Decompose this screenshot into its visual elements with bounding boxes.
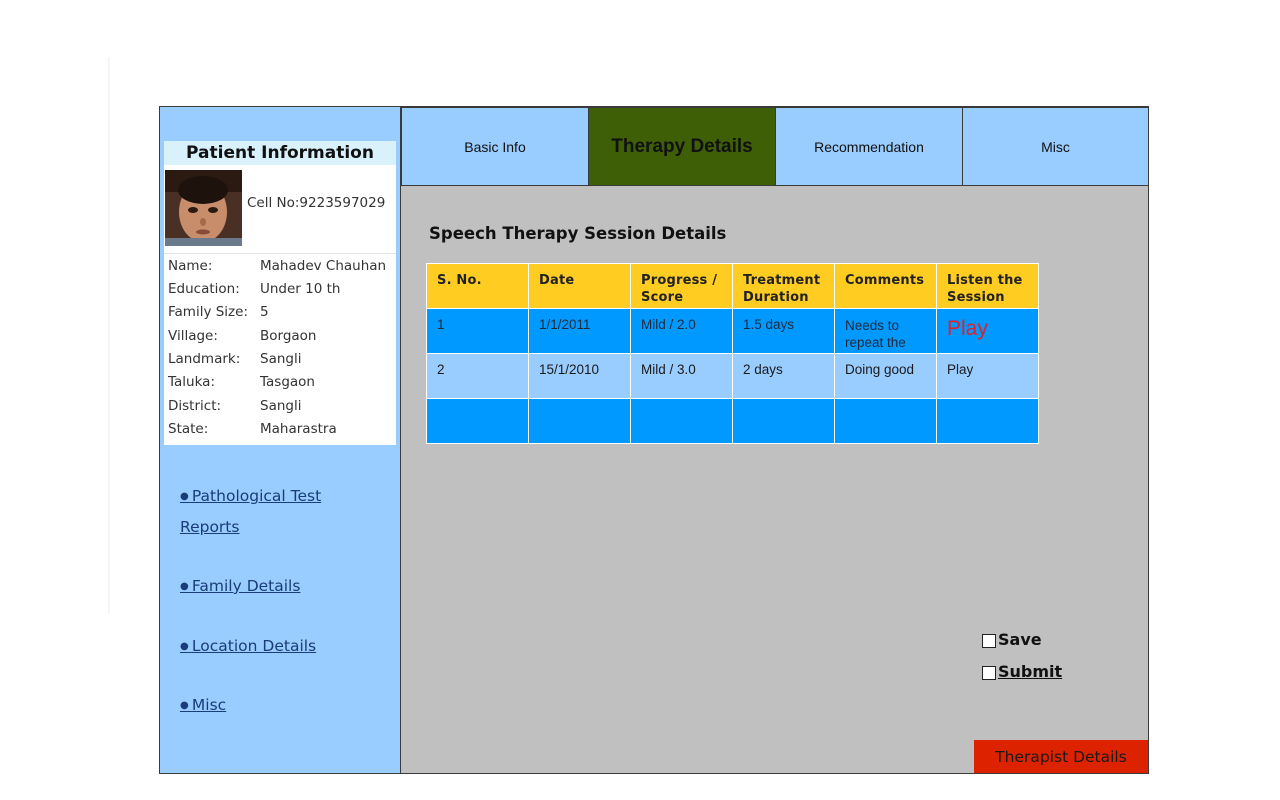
patient-field-family-size — [168, 301, 396, 323]
bullet-icon: ● — [180, 641, 192, 652]
cell-duration: 1.5 days — [733, 309, 835, 354]
field-label: State: — [168, 421, 209, 437]
table-row-empty — [427, 399, 1039, 444]
save-label: Save — [998, 630, 1042, 649]
field-value: Sangli — [260, 398, 302, 414]
column-header-listen: Listen the Session — [937, 264, 1039, 309]
cell-listen — [937, 354, 1039, 399]
cell-comments: Doing good — [835, 354, 937, 399]
field-value: Tasgaon — [260, 374, 315, 390]
app-window — [159, 106, 1149, 774]
field-value: Borgaon — [260, 328, 317, 344]
bullet-icon: ● — [180, 700, 192, 711]
tab-recommendation[interactable]: Recommendation — [775, 107, 963, 186]
therapist-details-button[interactable]: Therapist Details — [974, 740, 1148, 773]
cell-listen — [937, 309, 1039, 354]
cell-date: 15/1/2010 — [529, 354, 631, 399]
cell-progress: Mild / 2.0 — [631, 309, 733, 354]
field-label: Family Size: — [168, 304, 248, 320]
field-label: Village: — [168, 328, 218, 344]
sidebar-link-label: Pathological Test Reports — [180, 487, 322, 536]
tab-therapy-details[interactable]: Therapy Details — [588, 107, 776, 186]
patient-field-landmark — [168, 348, 396, 370]
cell-progress — [631, 399, 733, 444]
field-label: District: — [168, 398, 222, 414]
cell-date: 1/1/2011 — [529, 309, 631, 354]
patient-card-title: Patient Information — [164, 141, 396, 165]
play-link[interactable]: Play — [947, 362, 974, 377]
cell-date — [529, 399, 631, 444]
section-title: Speech Therapy Session Details — [429, 224, 727, 243]
save-checkbox[interactable] — [982, 634, 996, 648]
column-header-sno: S. No. — [427, 264, 529, 309]
patient-field-district — [168, 395, 396, 417]
sidebar-link-label: Location Details — [191, 637, 317, 655]
sidebar-link-pathological-test-reports[interactable] — [180, 481, 380, 542]
sidebar-link-misc[interactable] — [180, 690, 380, 721]
patient-field-village — [168, 325, 396, 347]
patient-card — [164, 141, 396, 445]
field-label: Education: — [168, 281, 240, 297]
field-value: Maharastra — [260, 421, 337, 437]
divider — [164, 253, 396, 254]
cell-duration — [733, 399, 835, 444]
sidebar-link-location-details[interactable] — [180, 631, 380, 662]
table-header-row — [427, 264, 1039, 309]
patient-photo — [165, 170, 242, 246]
tab-misc[interactable]: Misc — [962, 107, 1149, 186]
patient-field-state — [168, 418, 396, 440]
cell-sno — [427, 399, 529, 444]
field-value: Mahadev Chauhan — [260, 258, 387, 274]
cell-duration: 2 days — [733, 354, 835, 399]
cell-sno: 2 — [427, 354, 529, 399]
patient-field-education — [168, 278, 396, 300]
cell-comments — [835, 309, 937, 354]
save-checkbox-row[interactable] — [982, 630, 1042, 649]
patient-cell-number: Cell No:9223597029 — [247, 195, 386, 211]
bullet-icon: ● — [180, 491, 192, 502]
sidebar — [160, 107, 401, 773]
cell-sno: 1 — [427, 309, 529, 354]
table-row — [427, 354, 1039, 399]
column-header-progress: Progress / Score — [631, 264, 733, 309]
submit-label: Submit — [998, 662, 1063, 681]
field-value: 5 — [260, 304, 269, 320]
sidebar-link-label: Misc — [191, 696, 227, 714]
column-header-duration: Treatment Duration — [733, 264, 835, 309]
column-header-comments: Comments — [835, 264, 937, 309]
cell-listen — [937, 399, 1039, 444]
field-label: Taluka: — [168, 374, 215, 390]
play-link[interactable]: Play — [947, 317, 988, 340]
patient-field-name — [168, 255, 396, 277]
tab-basic-info[interactable]: Basic Info — [401, 107, 589, 186]
background-divider — [108, 57, 110, 613]
bullet-icon: ● — [180, 581, 192, 592]
cell-comments — [835, 399, 937, 444]
submit-checkbox[interactable] — [982, 666, 996, 680]
cell-progress: Mild / 3.0 — [631, 354, 733, 399]
submit-checkbox-row[interactable] — [982, 662, 1062, 681]
sidebar-link-label: Family Details — [191, 577, 301, 595]
comments-text: Needs to repeat the — [845, 318, 906, 350]
patient-field-taluka — [168, 371, 396, 393]
field-value: Sangli — [260, 351, 302, 367]
field-label: Landmark: — [168, 351, 241, 367]
field-value: Under 10 th — [260, 281, 341, 297]
sidebar-link-family-details[interactable] — [180, 571, 380, 602]
column-header-date: Date — [529, 264, 631, 309]
sessions-table — [426, 263, 1039, 444]
table-row — [427, 309, 1039, 354]
field-label: Name: — [168, 258, 213, 274]
